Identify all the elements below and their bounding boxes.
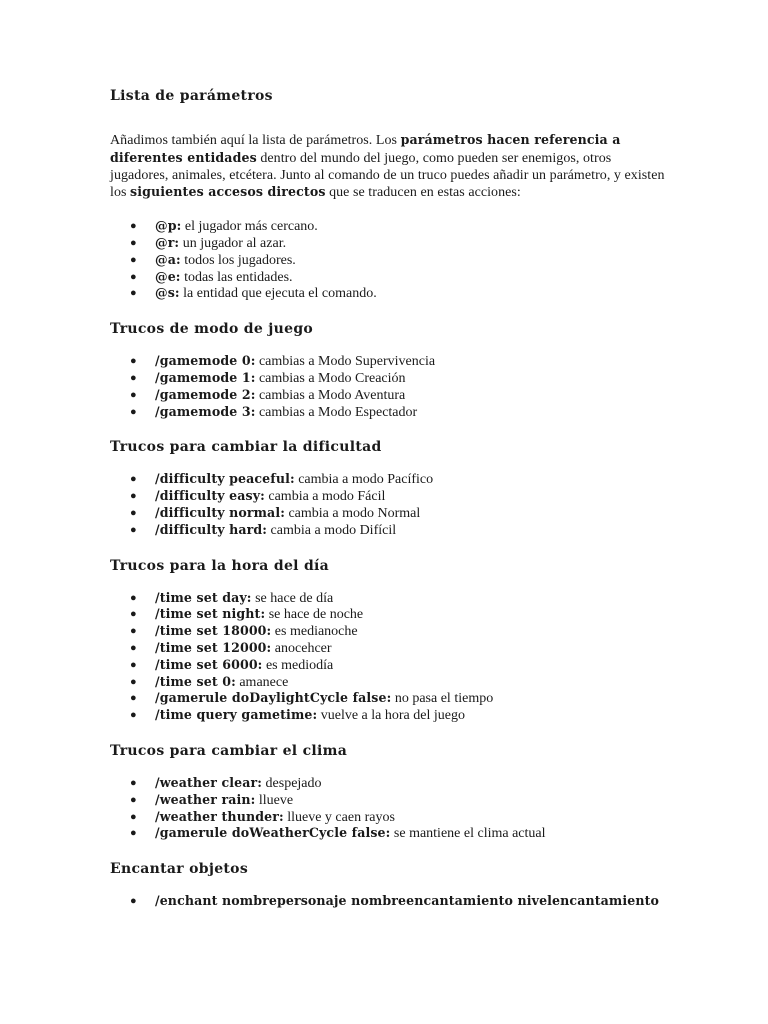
list-item bbox=[110, 269, 670, 286]
command-description: amanece bbox=[235, 674, 289, 690]
command-text: @e: bbox=[155, 268, 181, 284]
list-item bbox=[110, 606, 670, 623]
bullet-icon: ● bbox=[130, 506, 137, 519]
document-body bbox=[110, 86, 670, 910]
bullet-icon: ● bbox=[130, 895, 137, 908]
command-description: cambias a Modo Supervivencia bbox=[255, 354, 436, 370]
command-description: cambias a Modo Espectador bbox=[255, 404, 418, 420]
command-description: vuelve a la hora del juego bbox=[317, 708, 465, 724]
list-item bbox=[110, 893, 670, 910]
command-text: @a: bbox=[155, 251, 181, 267]
bullet-icon: ● bbox=[130, 709, 137, 722]
list-item bbox=[110, 623, 670, 640]
command-description: es medianoche bbox=[271, 624, 358, 640]
command-text: /difficulty peaceful: bbox=[155, 471, 295, 487]
command-description: se hace de día bbox=[251, 590, 334, 606]
intro-text: que se traducen en estas acciones: bbox=[325, 185, 521, 201]
bullet-icon: ● bbox=[130, 405, 137, 418]
command-description: es mediodía bbox=[262, 657, 334, 673]
command-description: llueve y caen rayos bbox=[283, 809, 395, 825]
command-text: /weather thunder: bbox=[155, 808, 284, 824]
command-text: /time set night: bbox=[155, 606, 266, 622]
command-text: /enchant nombrepersonaje nombreencantamiento nivelencantamiento bbox=[155, 893, 659, 909]
section-heading: Trucos de modo de juego bbox=[110, 321, 314, 338]
bullet-icon: ● bbox=[130, 253, 137, 266]
command-text: @s: bbox=[155, 285, 180, 301]
list-item bbox=[110, 218, 670, 235]
bullet-icon: ● bbox=[130, 658, 137, 671]
command-description: anocehcer bbox=[271, 640, 332, 656]
bullet-icon: ● bbox=[130, 388, 137, 401]
command-description: cambias a Modo Creación bbox=[255, 370, 406, 386]
bullet-icon: ● bbox=[130, 793, 137, 806]
list-item bbox=[110, 488, 670, 505]
list-item bbox=[110, 471, 670, 488]
command-description: cambia a modo Pacífico bbox=[294, 472, 434, 488]
list-item bbox=[110, 825, 670, 842]
bullet-icon: ● bbox=[130, 490, 137, 503]
command-text: /difficulty normal: bbox=[155, 504, 285, 520]
command-text: /gamerule doWeatherCycle false: bbox=[155, 825, 391, 841]
bullet-icon: ● bbox=[130, 355, 137, 368]
command-text: @p: bbox=[155, 218, 182, 234]
list-item bbox=[110, 775, 670, 792]
bullet-icon: ● bbox=[130, 236, 137, 249]
intro-text: Añadimos también aquí la lista de parámetros. Los bbox=[110, 133, 401, 148]
list-item bbox=[110, 657, 670, 674]
bullet-icon: ● bbox=[130, 776, 137, 789]
command-list bbox=[110, 471, 670, 538]
section-heading: Trucos para la hora del día bbox=[110, 557, 330, 574]
bullet-icon: ● bbox=[130, 270, 137, 283]
list-item bbox=[110, 370, 670, 387]
command-text: @r: bbox=[155, 234, 180, 250]
section-heading: Trucos para cambiar la dificultad bbox=[110, 439, 382, 456]
command-text: /time set 0: bbox=[155, 673, 236, 689]
intro-bold-text: parámetros hacen referencia a diferentes entidades bbox=[110, 132, 621, 165]
section-heading: Encantar objetos bbox=[110, 861, 248, 878]
list-item bbox=[110, 690, 670, 707]
list-item bbox=[110, 809, 670, 826]
command-description: todos los jugadores. bbox=[180, 252, 296, 268]
command-list bbox=[110, 775, 670, 842]
command-text: /time query gametime: bbox=[155, 707, 318, 723]
bullet-icon: ● bbox=[130, 692, 137, 705]
bullet-icon: ● bbox=[130, 810, 137, 823]
command-text: /gamemode 0: bbox=[155, 353, 256, 369]
command-text: /time set day: bbox=[155, 589, 252, 605]
list-item bbox=[110, 707, 670, 724]
list-item bbox=[110, 640, 670, 657]
list-item bbox=[110, 353, 670, 370]
list-item bbox=[110, 674, 670, 691]
list-item bbox=[110, 235, 670, 252]
bullet-icon: ● bbox=[130, 523, 137, 536]
command-description: se mantiene el clima actual bbox=[390, 826, 546, 842]
command-text: /weather rain: bbox=[155, 791, 256, 807]
command-text: /time set 12000: bbox=[155, 639, 272, 655]
intro-paragraph bbox=[110, 132, 670, 202]
command-description: no pasa el tiempo bbox=[391, 691, 494, 707]
list-item bbox=[110, 505, 670, 522]
command-list bbox=[110, 218, 670, 302]
command-text: /weather clear: bbox=[155, 774, 263, 790]
command-description: un jugador al azar. bbox=[179, 235, 287, 251]
command-text: /gamerule doDaylightCycle false: bbox=[155, 690, 392, 706]
command-list bbox=[110, 353, 670, 420]
list-item bbox=[110, 252, 670, 269]
command-description: cambia a modo Fácil bbox=[264, 489, 386, 505]
bullet-icon: ● bbox=[130, 675, 137, 688]
intro-text: dentro del mundo del juego, como pueden ser enemigos, otros jugadores, animales, etcétera. Junto al comando de un truco puedes añadir un parámetro, y existen los bbox=[110, 150, 665, 201]
list-item bbox=[110, 387, 670, 404]
command-description: la entidad que ejecuta el comando. bbox=[179, 286, 377, 302]
command-text: /time set 18000: bbox=[155, 623, 272, 639]
command-text: /difficulty hard: bbox=[155, 521, 268, 537]
list-item bbox=[110, 522, 670, 539]
command-text: /gamemode 2: bbox=[155, 386, 256, 402]
section-heading: Trucos para cambiar el clima bbox=[110, 742, 348, 759]
command-list bbox=[110, 893, 670, 910]
bullet-icon: ● bbox=[130, 591, 137, 604]
command-text: /gamemode 3: bbox=[155, 403, 256, 419]
command-text: /difficulty easy: bbox=[155, 488, 265, 504]
section-heading: Lista de parámetros bbox=[110, 88, 273, 104]
bullet-icon: ● bbox=[130, 641, 137, 654]
list-item bbox=[110, 285, 670, 302]
command-text: /gamemode 1: bbox=[155, 369, 256, 385]
bullet-icon: ● bbox=[130, 371, 137, 384]
bullet-icon: ● bbox=[130, 608, 137, 621]
list-item bbox=[110, 590, 670, 607]
bullet-icon: ● bbox=[130, 625, 137, 638]
bullet-icon: ● bbox=[130, 473, 137, 486]
command-description: cambia a modo Normal bbox=[284, 505, 421, 521]
command-description: todas las entidades. bbox=[180, 269, 293, 285]
command-description: se hace de noche bbox=[265, 607, 364, 623]
command-description: cambias a Modo Aventura bbox=[255, 387, 406, 403]
list-item bbox=[110, 792, 670, 809]
intro-bold-text: siguientes accesos directos bbox=[130, 184, 326, 200]
command-text: /time set 6000: bbox=[155, 656, 263, 672]
command-description: llueve bbox=[255, 792, 294, 808]
command-description: despejado bbox=[262, 775, 322, 791]
command-description: el jugador más cercano. bbox=[181, 219, 318, 235]
bullet-icon: ● bbox=[130, 827, 137, 840]
list-item bbox=[110, 404, 670, 421]
command-description: cambia a modo Difícil bbox=[267, 522, 397, 538]
bullet-icon: ● bbox=[130, 287, 137, 300]
bullet-icon: ● bbox=[130, 220, 137, 233]
command-list bbox=[110, 590, 670, 724]
